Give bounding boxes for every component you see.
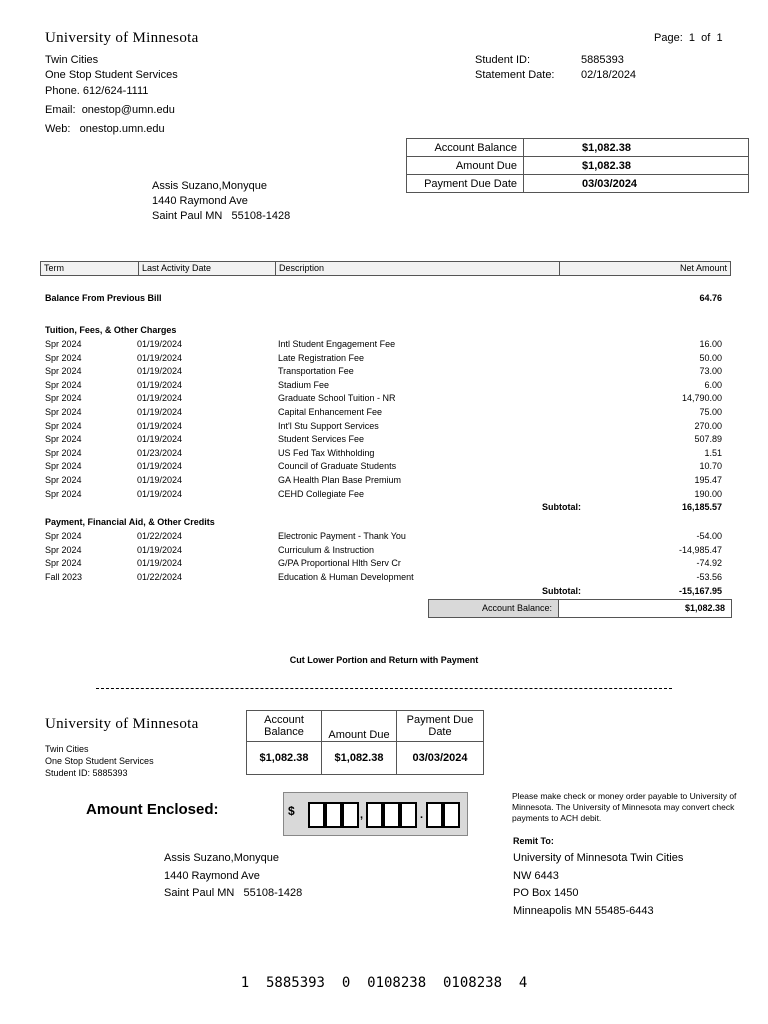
account-balance-value: $1,082.38 <box>684 603 725 613</box>
credits-date-column <box>137 530 182 584</box>
date-cell: 01/19/2024 <box>137 474 183 485</box>
term-cell: Spr 2024 <box>45 379 82 390</box>
summary-label: Amount Due <box>407 157 524 175</box>
term-cell: Spr 2024 <box>45 366 82 377</box>
term-cell: Spr 2024 <box>45 352 82 363</box>
description-cell: CEHD Collegiate Fee <box>278 488 365 499</box>
stub-due-date-value: 03/03/2024 <box>397 742 484 775</box>
stub-university-logo: University of Minnesota <box>45 716 199 732</box>
remit-line: NW 6443 <box>513 869 559 882</box>
email-line: Email: onestop@umn.edu <box>45 104 175 116</box>
amount-cell: 75.00 <box>699 406 722 417</box>
digit-box[interactable] <box>443 802 460 828</box>
charges-subtotal-label: Subtotal: <box>542 502 581 512</box>
remit-address <box>513 850 683 920</box>
stub-name: Assis Suzano,Monyque <box>164 852 279 864</box>
summary-row <box>407 139 749 157</box>
digit-box[interactable] <box>366 802 383 828</box>
email-link[interactable]: onestop@umn.edu <box>81 104 175 116</box>
amount-cell: 10.70 <box>699 461 722 472</box>
amount-cell: 16.00 <box>699 339 722 349</box>
description-cell: GA Health Plan Base Premium <box>278 474 402 485</box>
page-indicator: Page: 1 of 1 <box>654 32 723 44</box>
comma-separator: , <box>360 809 364 821</box>
amount-cell: -74.92 <box>696 558 722 569</box>
date-cell: 01/19/2024 <box>137 406 183 417</box>
statement-date: 02/18/2024 <box>581 69 637 81</box>
summary-label: Payment Due Date <box>407 175 524 193</box>
remit-line: University of Minnesota Twin Cities <box>513 852 684 864</box>
digit-box[interactable] <box>325 802 342 828</box>
remit-to-label: Remit To: <box>513 836 554 846</box>
credits-heading: Payment, Financial Aid, & Other Credits <box>45 517 215 527</box>
amount-cell: 190.00 <box>694 488 722 499</box>
decimal-separator: . <box>420 809 424 821</box>
summary-value: $1,082.38 <box>524 157 749 175</box>
amount-enclosed-field[interactable] <box>283 792 468 836</box>
stub-header-balance: Account Balance <box>247 711 322 742</box>
credits-subtotal: -15,167.95 <box>678 586 722 596</box>
digit-box[interactable] <box>308 802 325 828</box>
account-summary <box>406 138 749 193</box>
amount-cell: 195.47 <box>694 474 722 485</box>
date-cell: 01/22/2024 <box>137 531 183 541</box>
description-cell: Stadium Fee <box>278 379 330 390</box>
stub-amount-due-value: $1,082.38 <box>322 742 397 775</box>
account-balance-box <box>428 599 732 618</box>
amount-cell: 50.00 <box>699 352 722 363</box>
credits-term-column <box>45 530 82 584</box>
digit-box[interactable] <box>400 802 417 828</box>
date-cell: 01/19/2024 <box>137 544 183 555</box>
charges-heading: Tuition, Fees, & Other Charges <box>45 325 177 335</box>
term-cell: Spr 2024 <box>45 393 82 404</box>
cut-line <box>96 688 672 689</box>
stub-mailing-address <box>164 850 302 903</box>
description-cell: US Fed Tax Withholding <box>278 447 375 458</box>
university-logo: University of Minnesota <box>45 30 199 46</box>
credits-desc-column <box>278 530 414 584</box>
stub-student-id: Student ID: 5885393 <box>45 768 128 778</box>
date-cell: 01/19/2024 <box>137 434 183 445</box>
amount-cell: 1.51 <box>704 447 722 458</box>
term-cell: Spr 2024 <box>45 447 82 458</box>
campus: Twin Cities <box>45 54 99 66</box>
description-cell: Student Services Fee <box>278 434 365 445</box>
col-net-amount: Net Amount <box>679 263 727 273</box>
ocr-scan-line: 1 5885393 0 0108238 0108238 4 <box>240 975 528 991</box>
cut-instruction: Cut Lower Portion and Return with Payment <box>289 655 479 665</box>
charges-subtotal: 16,185.57 <box>681 502 722 512</box>
term-cell: Spr 2024 <box>45 434 82 445</box>
office-name: One Stop Student Services <box>45 69 178 81</box>
stub-city: Saint Paul MN 55108-1428 <box>164 887 303 899</box>
amount-cell: -14,985.47 <box>678 544 722 555</box>
student-id-label: Student ID: <box>475 54 531 66</box>
date-cell: 01/19/2024 <box>137 461 183 472</box>
term-cell: Spr 2024 <box>45 544 82 555</box>
date-cell: 01/19/2024 <box>137 379 183 390</box>
date-cell: 01/19/2024 <box>137 352 183 363</box>
payable-note: Please make check or money order payable to University of Minnesota. The University of Minnesota may convert check payments to ACH debit. <box>512 791 737 823</box>
amount-cell: 14,790.00 <box>681 393 722 404</box>
student-id: 5885393 <box>581 54 624 66</box>
date-cell: 01/19/2024 <box>137 339 183 349</box>
term-cell: Fall 2023 <box>45 571 83 582</box>
description-cell: Late Registration Fee <box>278 352 365 363</box>
term-cell: Spr 2024 <box>45 531 82 541</box>
stub-header-due-date: Payment Due Date <box>397 711 484 742</box>
summary-label: Account Balance <box>407 139 524 157</box>
summary-row <box>407 157 749 175</box>
previous-balance-amount: 64.76 <box>699 293 722 303</box>
date-cell: 01/23/2024 <box>137 447 183 458</box>
previous-balance-label: Balance From Previous Bill <box>45 293 162 303</box>
charges-term-column <box>45 338 82 501</box>
amount-cell: 73.00 <box>699 366 722 377</box>
amount-enclosed-label: Amount Enclosed: <box>86 801 219 818</box>
account-balance-label: Account Balance: <box>429 600 559 617</box>
description-cell: Council of Graduate Students <box>278 461 397 472</box>
term-cell: Spr 2024 <box>45 488 82 499</box>
term-cell: Spr 2024 <box>45 474 82 485</box>
amount-cell: 270.00 <box>694 420 722 431</box>
digit-box[interactable] <box>383 802 400 828</box>
term-cell: Spr 2024 <box>45 558 82 569</box>
charges-date-column <box>137 338 182 501</box>
term-cell: Spr 2024 <box>45 420 82 431</box>
description-cell: Intl Student Engagement Fee <box>278 339 396 349</box>
term-cell: Spr 2024 <box>45 461 82 472</box>
term-cell: Spr 2024 <box>45 406 82 417</box>
summary-value: $1,082.38 <box>524 139 749 157</box>
col-description: Description <box>276 262 560 275</box>
stub-balance-value: $1,082.38 <box>247 742 322 775</box>
stub-summary-table <box>246 710 484 775</box>
phone: Phone. 612/624-1111 <box>45 85 149 97</box>
term-cell: Spr 2024 <box>45 339 82 349</box>
digit-box[interactable] <box>426 802 443 828</box>
description-cell: Capital Enhancement Fee <box>278 406 383 417</box>
date-cell: 01/19/2024 <box>137 420 183 431</box>
date-cell: 01/19/2024 <box>137 488 183 499</box>
mailing-street: 1440 Raymond Ave <box>152 195 248 207</box>
date-cell: 01/19/2024 <box>137 558 183 569</box>
description-cell: Education & Human Development <box>278 571 414 582</box>
stub-header-amount-due: Amount Due <box>322 711 397 742</box>
remit-line: PO Box 1450 <box>513 887 579 899</box>
stub-campus: Twin Cities <box>45 744 89 754</box>
remit-line: Minneapolis MN 55485-6443 <box>513 904 654 917</box>
col-term: Term <box>41 262 139 275</box>
summary-row <box>407 175 749 193</box>
date-cell: 01/22/2024 <box>137 571 183 582</box>
digit-box[interactable] <box>342 802 359 828</box>
mailing-name: Assis Suzano,Monyque <box>152 180 267 192</box>
credits-subtotal-label: Subtotal: <box>542 586 581 596</box>
description-cell: Electronic Payment - Thank You <box>278 531 406 541</box>
statement-date-label: Statement Date: <box>475 69 555 81</box>
amount-cell: 6.00 <box>704 379 722 390</box>
description-cell: Transportation Fee <box>278 366 354 377</box>
description-cell: Graduate School Tuition - NR <box>278 393 396 404</box>
date-cell: 01/19/2024 <box>137 366 183 377</box>
summary-value: 03/03/2024 <box>524 175 749 193</box>
charges-amount-column <box>600 338 722 501</box>
web-line: Web: onestop.umn.edu <box>45 123 165 135</box>
web-link[interactable]: onestop.umn.edu <box>79 123 165 135</box>
amount-cell: -53.56 <box>696 571 722 582</box>
charges-desc-column <box>278 338 401 501</box>
description-cell: Int'l Stu Support Services <box>278 420 379 431</box>
date-cell: 01/19/2024 <box>137 393 183 404</box>
description-cell: G/PA Proportional Hlth Serv Cr <box>278 558 401 569</box>
amount-cell: 507.89 <box>694 434 722 445</box>
activity-table-header <box>40 261 731 276</box>
col-last-activity-date: Last Activity Date <box>139 262 276 275</box>
credits-amount-column <box>600 530 722 584</box>
stub-street: 1440 Raymond Ave <box>164 869 260 882</box>
description-cell: Curriculum & Instruction <box>278 544 375 555</box>
dollar-sign: $ <box>288 804 295 818</box>
stub-office: One Stop Student Services <box>45 756 154 766</box>
amount-cell: -54.00 <box>696 531 722 541</box>
mailing-city: Saint Paul MN 55108-1428 <box>152 210 291 222</box>
